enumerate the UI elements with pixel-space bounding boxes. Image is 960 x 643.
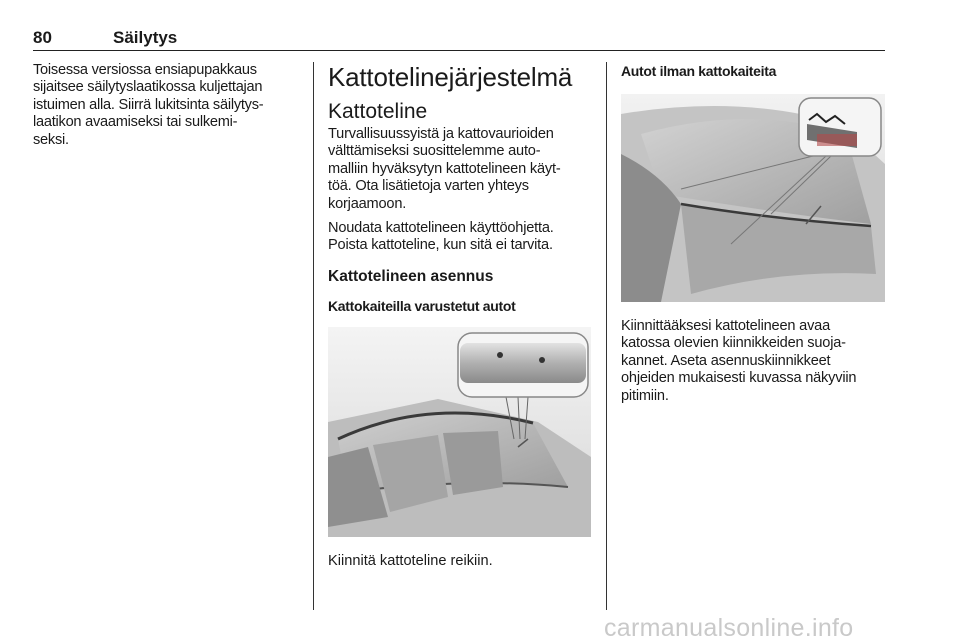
roof-rack-safety-paragraph: Turvallisuussyistä ja kattovaurioiden välttämiseksi suosittelemme auto- malliin hyväksytyn kattotelineen käyt- töä. Ota lisätietoja varten yhteys korjaamoon. [328, 126, 561, 212]
roof-no-rails-illustration [621, 94, 885, 302]
column-left [33, 62, 303, 156]
roof-rack-system-heading: Kattotelinejärjestelmä [328, 62, 573, 92]
no-rails-paragraph: Kiinnittääksesi kattotelineen avaa katossa olevien kiinnikkeiden suoja- kannet. Aseta asennuskiinnikkeet ohjeiden mukaisesti kuvassa näkyviin pitimiin. [621, 318, 857, 404]
column-divider [606, 62, 607, 610]
installation-heading: Kattotelineen asennus [328, 267, 494, 285]
column-right [621, 62, 889, 412]
roof-rack-heading: Kattoteline [328, 100, 428, 123]
roof-rails-illustration [328, 327, 591, 537]
first-aid-paragraph: Toisessa versiossa ensiapupakkaus sijaitsee säilytyslaatikossa kuljettajan istuimen alla. Siirrä lukitsinta säilytys- laatikon avaamiseksi tai sulkemi- seksi. [33, 62, 264, 148]
page-number: 80 [33, 28, 52, 47]
page-header [33, 28, 885, 51]
with-rails-heading: Kattokaiteilla varustetut autot [328, 297, 516, 314]
watermark: carmanualsonline.info [604, 614, 854, 642]
roof-rack-instructions-paragraph: Noudata kattotelineen käyttöohjetta. Poista kattoteline, kun sitä ei tarvita. [328, 220, 554, 254]
column-divider [313, 62, 314, 610]
rails-caption: Kiinnitä kattoteline reikiin. [328, 552, 493, 569]
section-title: Säilytys [113, 28, 178, 47]
column-middle [328, 62, 593, 577]
without-rails-heading: Autot ilman kattokaiteita [621, 63, 777, 79]
